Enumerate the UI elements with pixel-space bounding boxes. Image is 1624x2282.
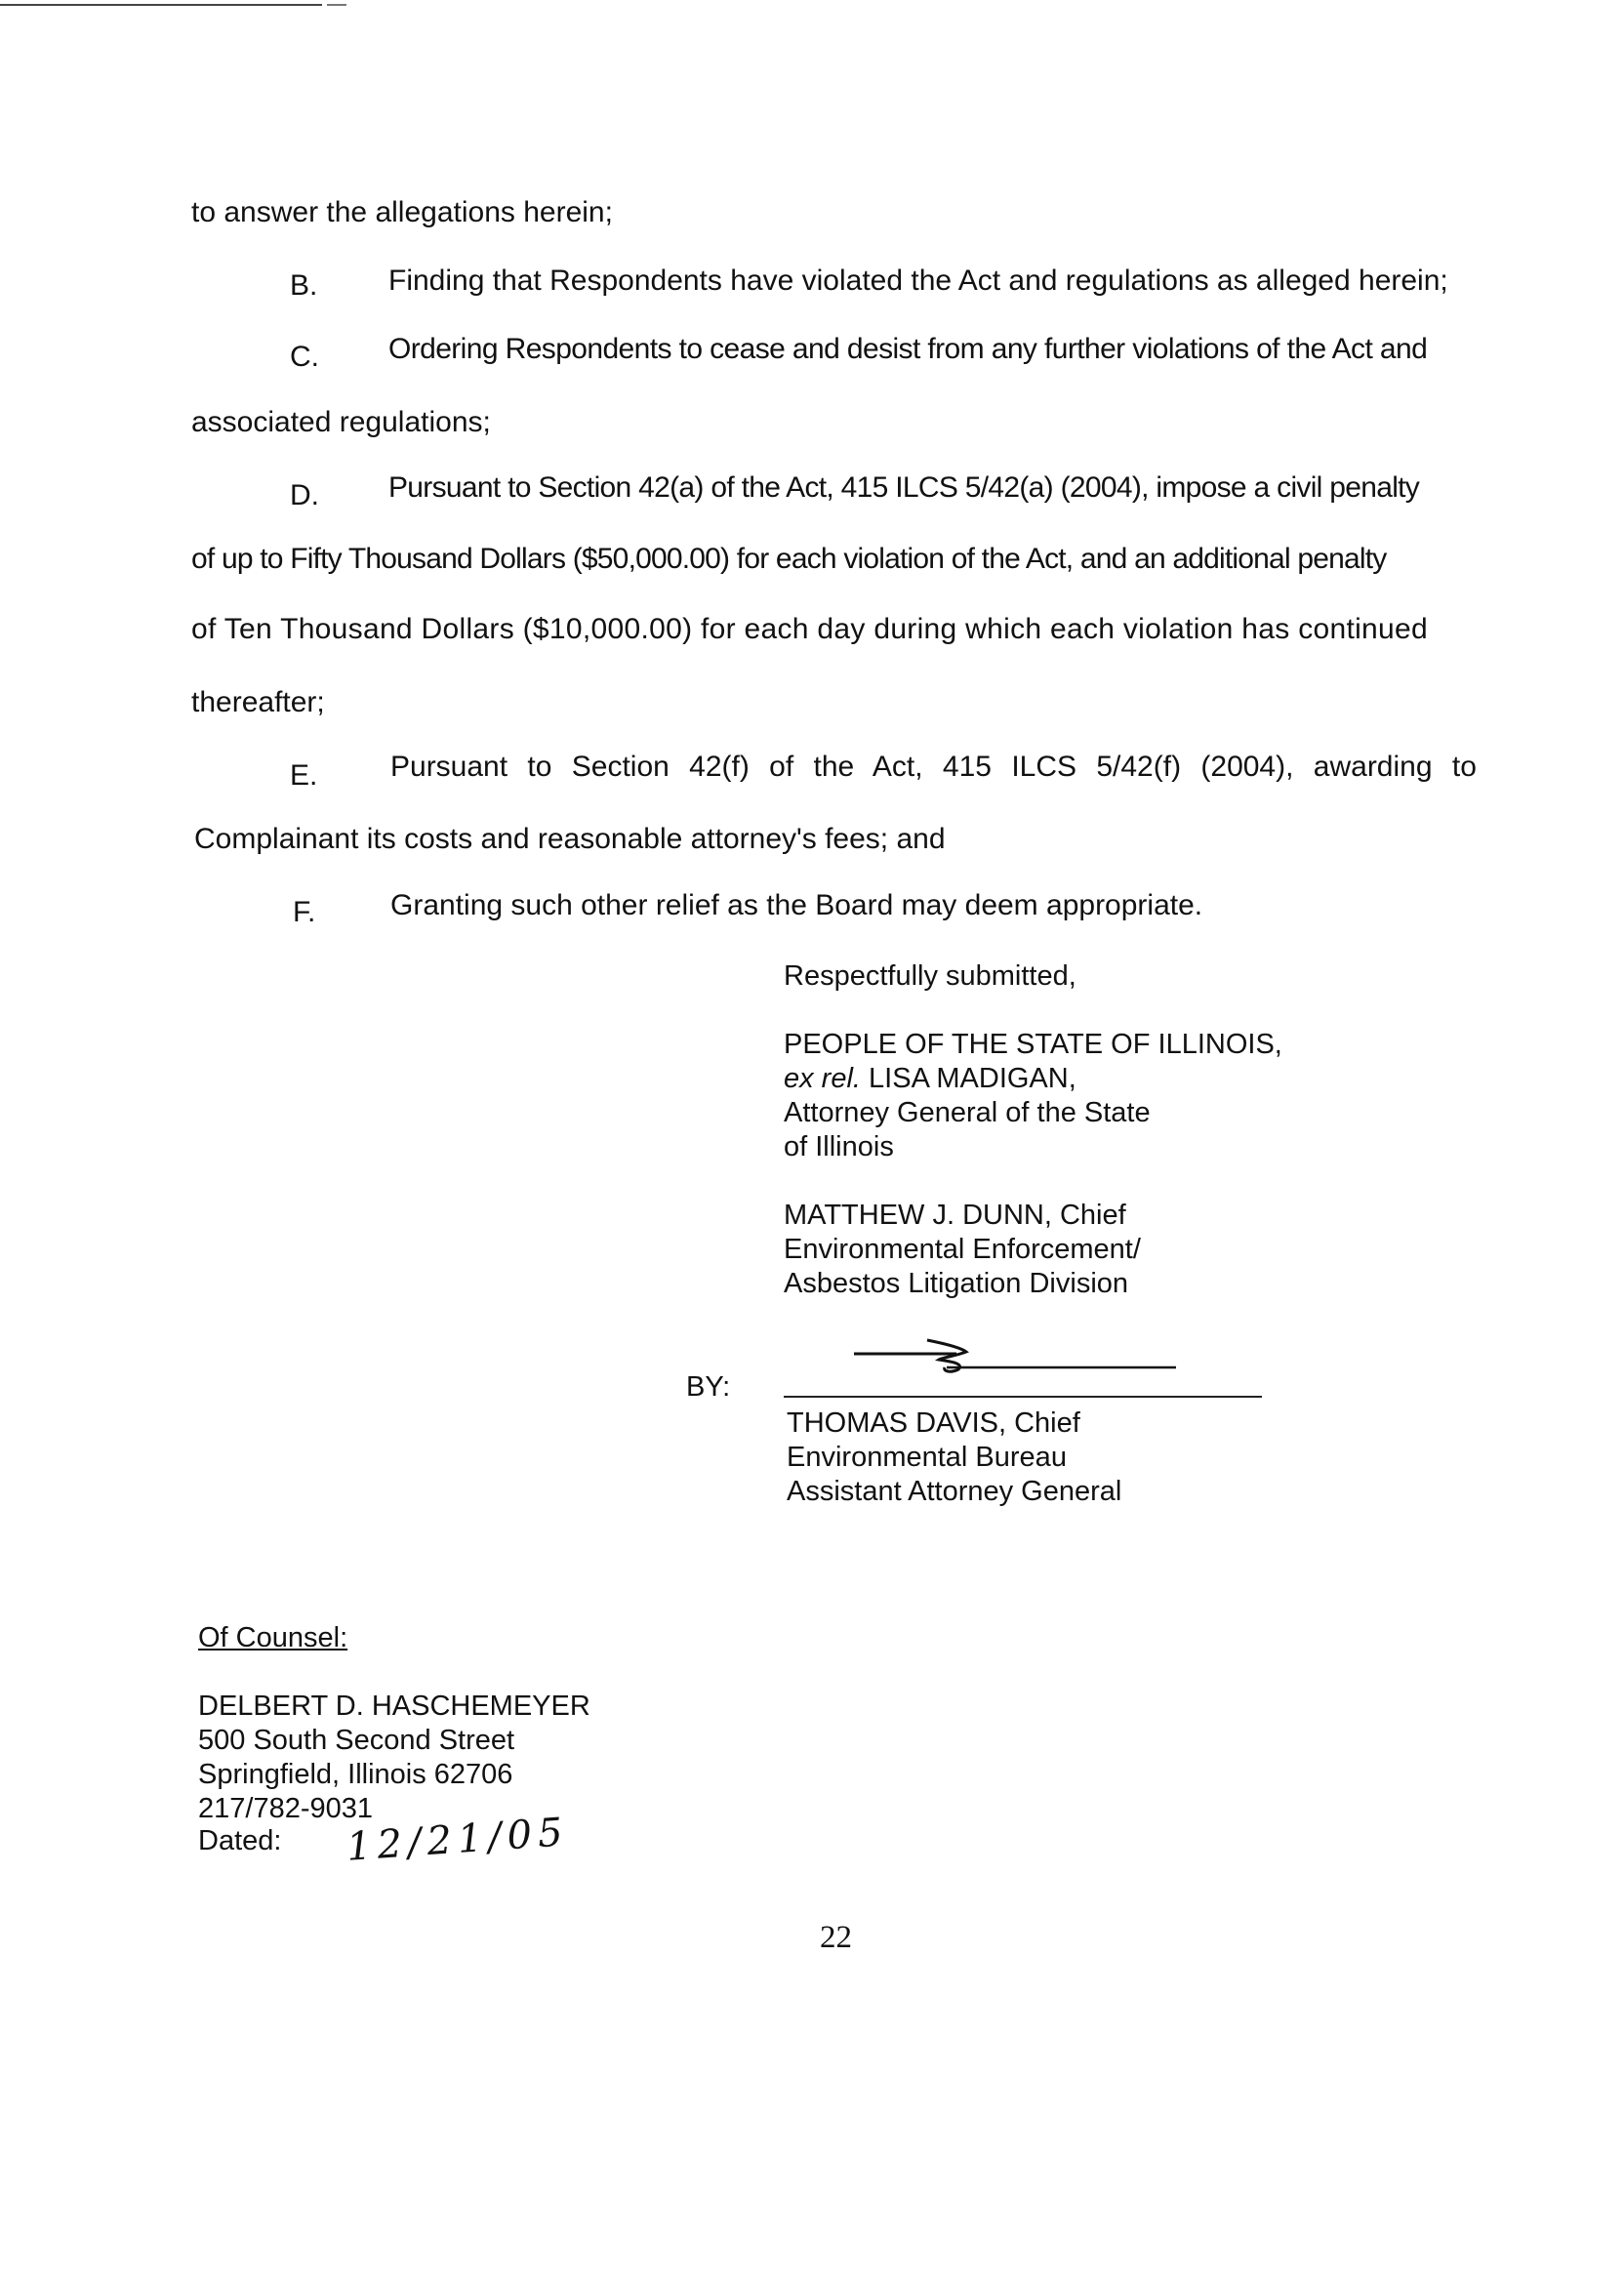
people-line2 <box>784 1061 1076 1096</box>
dunn-line2: Environmental Enforcement/ <box>784 1234 1141 1265</box>
ex-rel-text: ex rel. <box>784 1063 861 1094</box>
dated-label: Dated: <box>198 1825 282 1856</box>
closing-text: Respectfully submitted, <box>784 960 1076 992</box>
people-line4: of Illinois <box>784 1131 894 1162</box>
signature-line <box>784 1396 1262 1398</box>
scan-artifact-line <box>0 4 322 6</box>
signature-scrawl <box>849 1332 1181 1381</box>
by-label: BY: <box>686 1371 731 1403</box>
davis-line2: Environmental Bureau <box>787 1442 1067 1473</box>
counsel-address1: 500 South Second Street <box>198 1725 515 1756</box>
counsel-address2: Springfield, Illinois 62706 <box>198 1759 513 1790</box>
davis-line1: THOMAS DAVIS, Chief <box>787 1407 1080 1439</box>
dated-handwritten: 12/21/05 <box>345 1810 570 1870</box>
dunn-line1: MATTHEW J. DUNN, Chief <box>784 1200 1126 1231</box>
people-line1: PEOPLE OF THE STATE OF ILLINOIS, <box>784 1029 1282 1060</box>
item-d-line2: of up to Fifty Thousand Dollars ($50,000.00) for each violation of the Act, and an additional penalty <box>191 543 1387 575</box>
item-f-letter: F. <box>293 896 316 928</box>
counsel-name: DELBERT D. HASCHEMEYER <box>198 1691 590 1722</box>
item-b-letter: B. <box>290 269 318 302</box>
davis-line3: Assistant Attorney General <box>787 1476 1122 1507</box>
item-d-line3: of Ten Thousand Dollars ($10,000.00) for each day during which each violation has continued <box>191 613 1428 645</box>
item-c-line1: Ordering Respondents to cease and desist from any further violations of the Act and <box>388 333 1428 365</box>
madigan-text: LISA MADIGAN, <box>860 1063 1076 1094</box>
dunn-line3: Asbestos Litigation Division <box>784 1268 1129 1299</box>
item-e-line2: Complainant its costs and reasonable attorney's fees; and <box>194 823 946 855</box>
counsel-phone: 217/782-9031 <box>198 1793 373 1824</box>
item-d-letter: D. <box>290 479 319 511</box>
item-b-text: Finding that Respondents have violated the Act and regulations as alleged herein; <box>388 265 1448 297</box>
item-e-letter: E. <box>290 759 318 792</box>
page-number: 22 <box>820 1920 852 1955</box>
item-e-line1: Pursuant to Section 42(f) of the Act, 415 ILCS 5/42(f) (2004), awarding to <box>390 751 1477 783</box>
item-f-text: Granting such other relief as the Board may deem appropriate. <box>390 889 1203 921</box>
intro-tail-text: to answer the allegations herein; <box>191 196 613 228</box>
people-line3: Attorney General of the State <box>784 1097 1151 1128</box>
counsel-heading: Of Counsel: <box>198 1622 348 1653</box>
item-c-letter: C. <box>290 341 319 373</box>
item-c-line2: associated regulations; <box>191 406 491 438</box>
item-d-line1: Pursuant to Section 42(a) of the Act, 415 ILCS 5/42(a) (2004), impose a civil penalty <box>388 471 1420 504</box>
item-d-line4: thereafter; <box>191 686 325 718</box>
scan-artifact-line <box>327 4 346 6</box>
